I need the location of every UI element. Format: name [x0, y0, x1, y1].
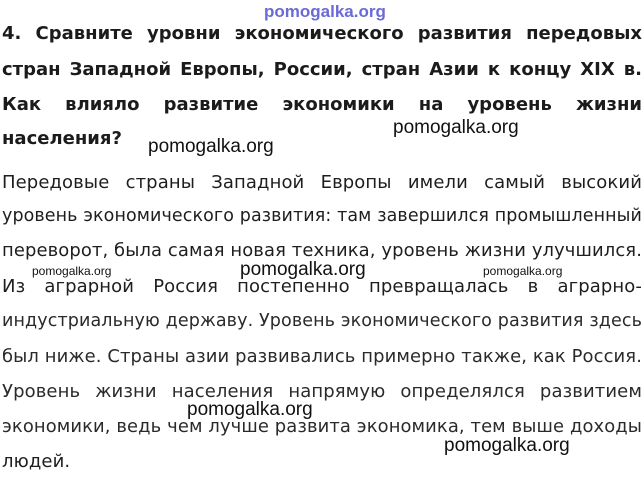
question-line-3: Как влияло развитие экономики на уровень жизни [2, 94, 642, 115]
watermark-top: pomogalka.org [264, 2, 386, 21]
answer-line-9: людей. [2, 451, 71, 472]
answer-line-1: Передовые страны Западной Европы имели самый высокий [2, 172, 642, 193]
watermark-mid-center: pomogalka.org [240, 259, 366, 280]
watermark-mid-left: pomogalka.org [32, 264, 112, 278]
question-line-4: населения? [2, 128, 122, 149]
answer-line-5: индустриальную державу. Уровень экономического развития здесь [2, 311, 642, 331]
watermark-bottom-right: pomogalka.org [444, 435, 570, 456]
question-line-1: 4. Сравните уровни экономического развития передовых [2, 23, 642, 44]
question-line-2: стран Западной Европы, России, стран Азии к концу XIX в. [2, 59, 642, 80]
watermark-bottom-center: pomogalka.org [187, 399, 313, 420]
answer-line-3: переворот, была самая новая техника, уровень жизни улучшился. [2, 240, 642, 261]
watermark-mid-right: pomogalka.org [483, 264, 563, 278]
answer-line-2: уровень экономического развития: там завершился промышленный [2, 206, 642, 226]
answer-line-8: экономики, ведь чем лучше развита экономика, тем выше доходы [2, 416, 642, 437]
watermark-question-right: pomogalka.org [393, 117, 519, 138]
watermark-question-left: pomogalka.org [148, 136, 274, 157]
answer-line-7: Уровень жизни населения напрямую определялся развитием [2, 381, 642, 402]
answer-line-4: Из аграрной Россия постепенно превращалась в аграрно- [2, 276, 642, 297]
answer-line-6: был ниже. Страны азии развивались примерно также, как Россия. [2, 346, 642, 367]
